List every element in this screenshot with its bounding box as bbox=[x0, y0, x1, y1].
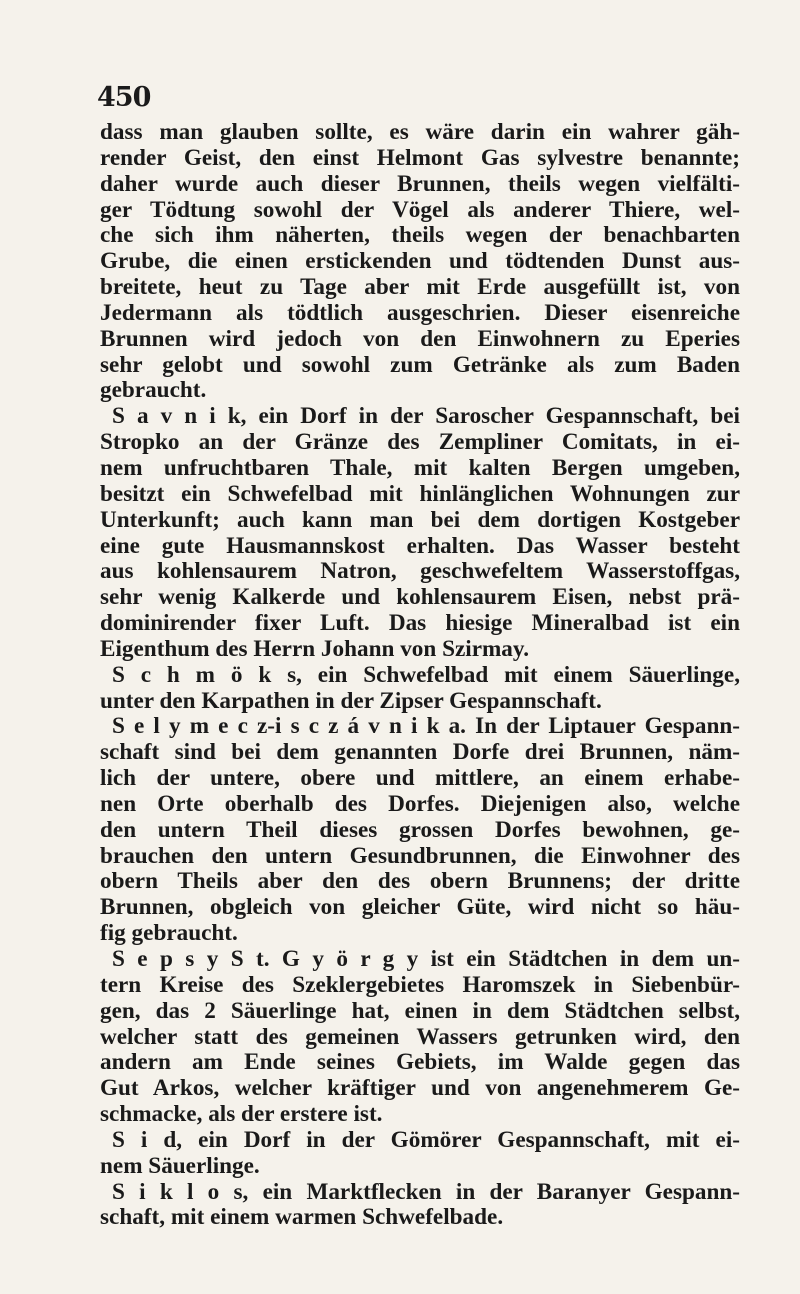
entry-line: S a v n i k, ein Dorf in der Saroscher Gespannschaft, bei bbox=[112, 403, 740, 430]
text-line: Brunnen wird jedoch von den Einwohnern zu Eperies bbox=[100, 325, 740, 352]
text-line: schaft sind bei dem genannten Dorfe drei Brunnen, näm- bbox=[100, 739, 740, 766]
entry-line: S i k l o s, ein Marktflecken in der Baranyer Gespann- bbox=[112, 1178, 740, 1205]
text-line: aus kohlensaurem Natron, geschwefeltem Wasserstoffgas, bbox=[100, 558, 740, 585]
text-line: render Geist, den einst Helmont Gas sylvestre benannte; bbox=[100, 144, 740, 171]
text-line: gen, das 2 Säuerlinge hat, einen in dem Städtchen selbst, bbox=[100, 997, 740, 1024]
text-line: Brunnen, obgleich von gleicher Güte, wird nicht so häu- bbox=[100, 894, 740, 921]
text-line: nen Orte oberhalb des Dorfes. Diejenigen also, welche bbox=[100, 790, 740, 817]
text-line: ger Tödtung sowohl der Vögel als anderer Thiere, wel- bbox=[100, 196, 740, 223]
text-line: breitete, heut zu Tage aber mit Erde ausgefüllt ist, von bbox=[100, 274, 740, 301]
text-line: tern Kreise des Szeklergebietes Haromszek in Siebenbür- bbox=[100, 971, 740, 998]
text-line: dominirender fixer Luft. Das hiesige Mineralbad ist ein bbox=[100, 610, 740, 637]
page-number: 450 bbox=[97, 82, 151, 113]
text-line: sehr gelobt und sowohl zum Getränke als zum Baden bbox=[100, 351, 740, 378]
text-line: schmacke, als der erstere ist. bbox=[100, 1101, 383, 1128]
text-line: andern am Ende seines Gebiets, im Walde gegen das bbox=[100, 1049, 740, 1076]
text-line: schaft, mit einem warmen Schwefelbade. bbox=[100, 1204, 504, 1231]
entry-line: S i d, ein Dorf in der Gömörer Gespannschaft, mit ei- bbox=[112, 1126, 740, 1153]
text-line: unter den Karpathen in der Zipser Gespannschaft. bbox=[100, 687, 602, 714]
text-line: dass man glauben sollte, es wäre darin ein wahrer gäh- bbox=[100, 119, 740, 145]
text-line: daher wurde auch dieser Brunnen, theils wegen vielfälti- bbox=[100, 170, 740, 197]
text-line: welcher statt des gemeinen Wassers getrunken wird, den bbox=[100, 1023, 740, 1050]
text-line: fig gebraucht. bbox=[100, 920, 238, 947]
text-line: nem Säuerlinge. bbox=[100, 1152, 260, 1179]
entry-line: S e l y m e c z-i s c z á v n i k a. In der Liptauer Gespann- bbox=[112, 713, 740, 740]
text-line: Jedermann als tödtlich ausgeschrien. Dieser eisenreiche bbox=[100, 299, 740, 326]
text-line: den untern Theil dieses grossen Dorfes bewohnen, ge- bbox=[100, 816, 740, 843]
text-line: che sich ihm näherten, theils wegen der benachbarten bbox=[100, 222, 740, 249]
text-line: besitzt ein Schwefelbad mit hinlänglichen Wohnungen zur bbox=[100, 480, 740, 507]
text-line: Stropko an der Gränze des Zempliner Comitats, in ei- bbox=[100, 429, 740, 456]
entry-line: S e p s y S t. G y ö r g y ist ein Städtchen in dem un- bbox=[112, 946, 740, 972]
text-line: Grube, die einen erstickenden und tödtenden Dunst aus- bbox=[100, 248, 740, 275]
text-line: sehr wenig Kalkerde und kohlensaurem Eisen, nebst prä- bbox=[100, 584, 740, 611]
text-line: lich der untere, obere und mittlere, an einem erhabe- bbox=[100, 765, 740, 792]
text-line: brauchen den untern Gesundbrunnen, die Einwohner des bbox=[100, 842, 740, 869]
text-line: gebraucht. bbox=[100, 377, 207, 404]
body-text bbox=[100, 120, 740, 1231]
text-line: nem unfruchtbaren Thale, mit kalten Bergen umgeben, bbox=[100, 454, 740, 481]
entry-line: S c h m ö k s, ein Schwefelbad mit einem Säuerlinge, bbox=[112, 661, 740, 688]
text-line: obern Theils aber den des obern Brunnens; der dritte bbox=[100, 868, 740, 895]
text-line: Eigenthum des Herrn Johann von Szirmay. bbox=[100, 635, 530, 662]
text-line: Gut Arkos, welcher kräftiger und von angenehmerem Ge- bbox=[100, 1075, 740, 1102]
text-line: eine gute Hausmannskost erhalten. Das Wasser besteht bbox=[100, 532, 740, 559]
text-line: Unterkunft; auch kann man bei dem dortigen Kostgeber bbox=[100, 506, 740, 533]
